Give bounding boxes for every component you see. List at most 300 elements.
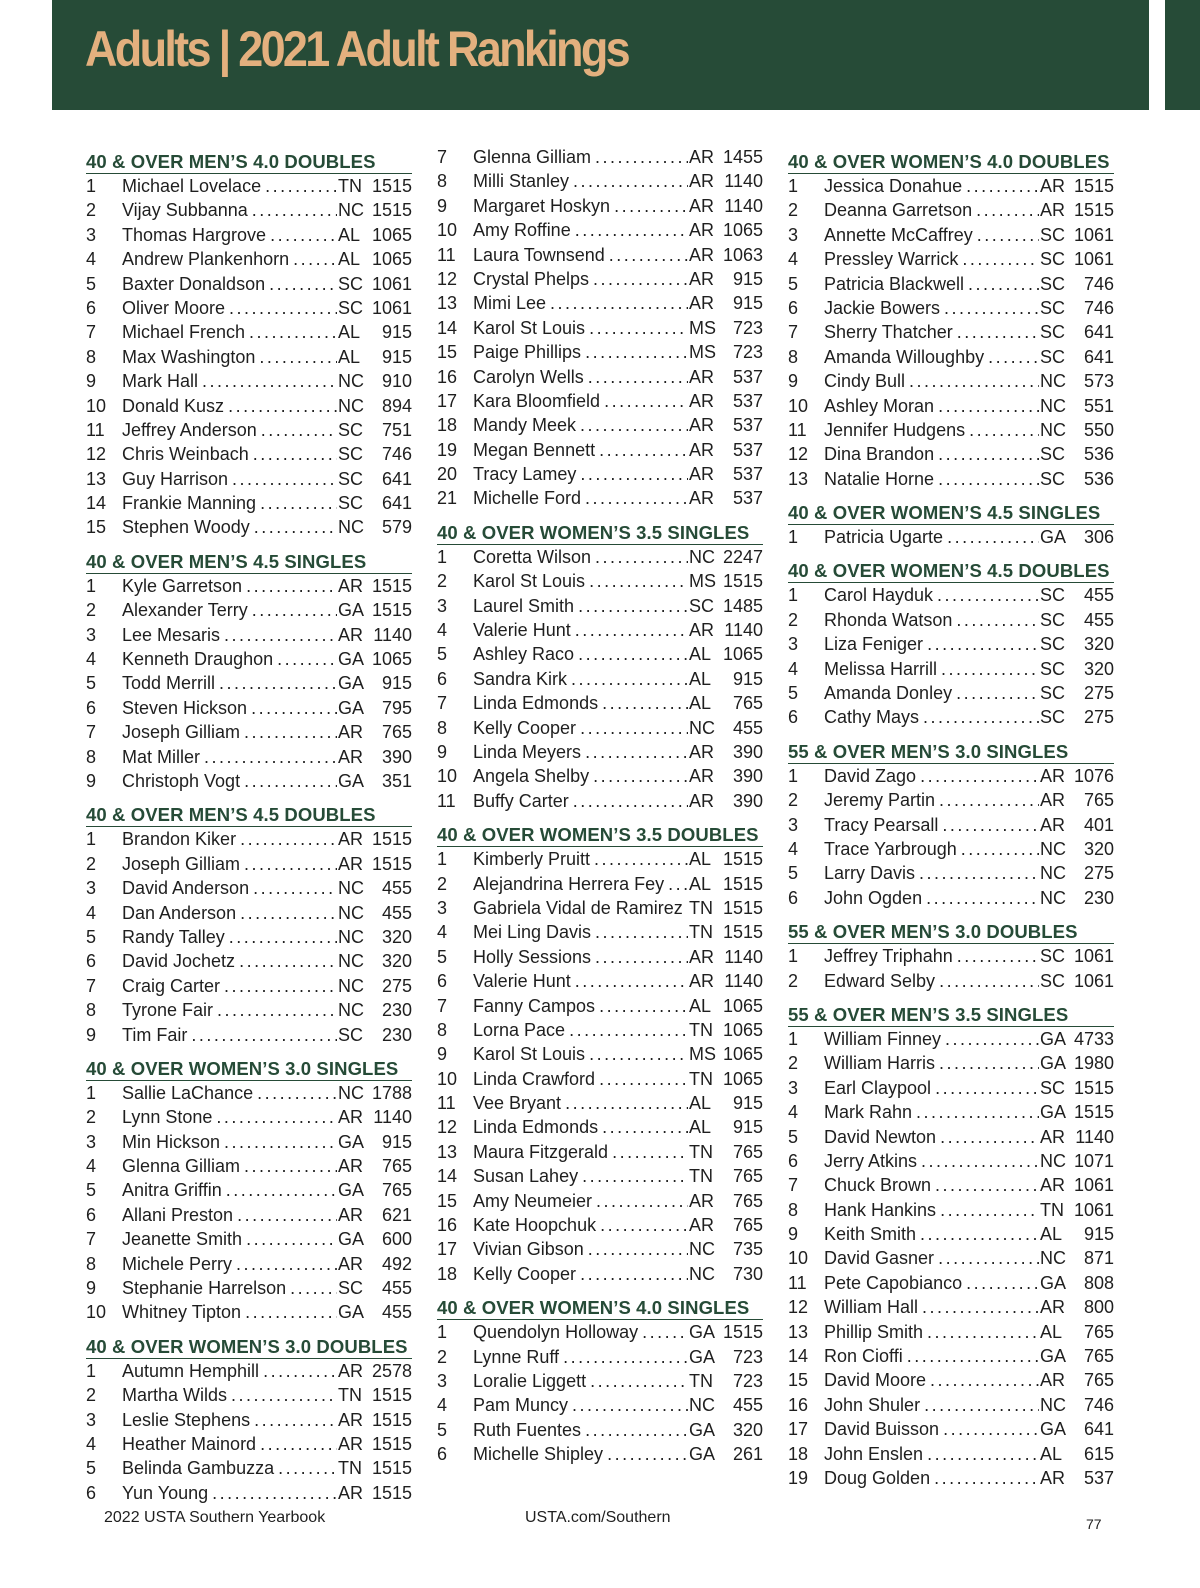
ranking-points: 1061 bbox=[1073, 970, 1114, 991]
ranking-row bbox=[437, 789, 763, 813]
rank-number: 8 bbox=[86, 746, 97, 767]
player-state: TN bbox=[338, 1458, 362, 1479]
player-name: David Gasner bbox=[824, 1248, 935, 1269]
ranking-points: 1455 bbox=[722, 147, 763, 167]
dot-leader bbox=[582, 1164, 688, 1188]
dot-leader bbox=[228, 394, 337, 418]
player-state: NC bbox=[1040, 1394, 1066, 1415]
player-name: Andrew Plankenhorn bbox=[122, 249, 290, 270]
ranking-points: 275 bbox=[1083, 863, 1114, 884]
ranking-row bbox=[86, 720, 412, 744]
player-state: GA bbox=[338, 649, 365, 670]
dot-leader bbox=[575, 618, 688, 642]
rank-number: 8 bbox=[86, 346, 97, 367]
ranking-points: 615 bbox=[1083, 1443, 1114, 1464]
player-name: Max Washington bbox=[122, 346, 256, 367]
dot-leader bbox=[239, 949, 337, 973]
player-state: AR bbox=[689, 268, 715, 289]
ranking-row bbox=[86, 198, 412, 222]
player-name: Dina Brandon bbox=[824, 444, 935, 465]
dot-leader bbox=[939, 788, 1039, 812]
player-state: GA bbox=[689, 1419, 716, 1440]
rank-number: 3 bbox=[437, 1370, 448, 1391]
dot-leader bbox=[934, 1466, 1039, 1490]
rank-number: 17 bbox=[437, 1239, 458, 1260]
rank-number: 10 bbox=[86, 1302, 107, 1323]
dot-leader bbox=[943, 1417, 1039, 1441]
ranking-points: 1515 bbox=[1073, 1077, 1114, 1098]
player-state: AR bbox=[689, 171, 715, 192]
player-name: Dan Anderson bbox=[122, 902, 237, 923]
dot-leader bbox=[265, 174, 337, 198]
ranking-row bbox=[437, 847, 763, 871]
player-state: GA bbox=[338, 1302, 365, 1323]
player-name: Guy Harrison bbox=[122, 468, 229, 489]
ranking-points: 1515 bbox=[371, 176, 412, 196]
player-name: David Newton bbox=[824, 1126, 937, 1147]
player-state: NC bbox=[338, 395, 364, 416]
player-state: AL bbox=[689, 1117, 712, 1138]
ranking-points: 1071 bbox=[1073, 1150, 1114, 1171]
rank-number: 5 bbox=[437, 946, 448, 967]
rank-number: 1 bbox=[86, 575, 97, 596]
ranking-points: 537 bbox=[732, 439, 763, 460]
column-1 bbox=[86, 145, 412, 1505]
dot-leader bbox=[216, 1105, 337, 1129]
player-name: Pete Capobianco bbox=[824, 1272, 963, 1293]
ranking-row bbox=[86, 901, 412, 925]
player-state: SC bbox=[338, 273, 364, 294]
ranking-points: 915 bbox=[732, 1093, 763, 1114]
player-name: Ron Cioffi bbox=[824, 1346, 903, 1367]
player-name: Linda Crawford bbox=[473, 1068, 596, 1089]
player-state: AL bbox=[338, 224, 361, 245]
dot-leader bbox=[229, 296, 337, 320]
player-state: TN bbox=[1040, 1199, 1064, 1220]
ranking-points: 536 bbox=[1083, 468, 1114, 489]
player-state: AR bbox=[689, 1215, 715, 1236]
ranking-row bbox=[437, 316, 763, 340]
player-state: GA bbox=[1040, 1028, 1067, 1049]
player-name: Natalie Horne bbox=[824, 468, 935, 489]
player-name: Valerie Hunt bbox=[473, 620, 571, 641]
ranking-row bbox=[437, 1442, 763, 1466]
ranking-points: 1515 bbox=[1073, 176, 1114, 196]
dot-leader bbox=[251, 696, 337, 720]
ranking-row bbox=[788, 525, 1114, 549]
player-state: AR bbox=[1040, 1297, 1066, 1318]
ranking-points: 1065 bbox=[371, 224, 412, 245]
player-name: Liza Feniger bbox=[824, 634, 924, 655]
rank-number: 2 bbox=[86, 1107, 97, 1128]
player-state: GA bbox=[1040, 1346, 1067, 1367]
dot-leader bbox=[257, 1081, 337, 1105]
rank-number: 11 bbox=[788, 419, 807, 440]
ranking-row bbox=[788, 394, 1114, 418]
dot-leader bbox=[599, 1067, 688, 1091]
player-state: AR bbox=[689, 1190, 715, 1211]
dot-leader bbox=[938, 467, 1039, 491]
player-state: AR bbox=[689, 195, 715, 216]
ranking-row bbox=[788, 1368, 1114, 1392]
rank-number: 8 bbox=[788, 1199, 799, 1220]
rank-number: 18 bbox=[788, 1443, 809, 1464]
rank-number: 3 bbox=[437, 595, 448, 616]
ranking-points: 723 bbox=[732, 1370, 763, 1391]
ranking-points: 455 bbox=[1083, 609, 1114, 630]
player-name: Susan Lahey bbox=[473, 1166, 579, 1187]
player-state: GA bbox=[1040, 1053, 1067, 1074]
player-name: Cindy Bull bbox=[824, 371, 906, 392]
ranking-row bbox=[788, 174, 1114, 198]
footer-website: USTA.com/Southern bbox=[525, 1509, 671, 1526]
dot-leader bbox=[942, 813, 1039, 837]
ranking-row bbox=[86, 574, 412, 598]
dot-leader bbox=[642, 1320, 688, 1344]
rank-number: 4 bbox=[86, 649, 97, 670]
ranking-points: 551 bbox=[1083, 395, 1114, 416]
dot-leader bbox=[259, 345, 337, 369]
player-name: Laurel Smith bbox=[473, 595, 575, 616]
ranking-row bbox=[437, 764, 763, 788]
ranking-points: 915 bbox=[381, 346, 412, 367]
ranking-row bbox=[437, 462, 763, 486]
rank-number: 10 bbox=[437, 766, 458, 787]
rank-number: 3 bbox=[788, 1077, 799, 1098]
rank-number: 5 bbox=[86, 273, 97, 294]
player-state: AR bbox=[338, 575, 364, 596]
ranking-points: 1515 bbox=[371, 200, 412, 221]
player-state: AR bbox=[338, 746, 364, 767]
rank-number: 15 bbox=[437, 1190, 458, 1211]
ranking-section bbox=[788, 560, 1114, 729]
player-state: GA bbox=[689, 1444, 716, 1465]
player-name: David Anderson bbox=[122, 878, 250, 899]
rank-number: 5 bbox=[86, 1458, 97, 1479]
rank-number: 1 bbox=[788, 765, 799, 786]
dot-leader bbox=[968, 272, 1039, 296]
player-name: Karol St Louis bbox=[473, 1044, 586, 1065]
player-name: Steven Hickson bbox=[122, 697, 248, 718]
dot-leader bbox=[244, 1154, 337, 1178]
rank-number: 2 bbox=[788, 970, 799, 991]
player-state: MS bbox=[689, 342, 716, 363]
player-state: NC bbox=[338, 926, 364, 947]
player-name: Keith Smith bbox=[824, 1224, 917, 1245]
player-name: Amanda Willoughby bbox=[824, 346, 985, 367]
player-state: AL bbox=[689, 644, 712, 665]
ranking-points: 390 bbox=[381, 746, 412, 767]
ranking-points: 320 bbox=[1083, 658, 1114, 679]
ranking-points: 730 bbox=[732, 1263, 763, 1284]
rank-number: 17 bbox=[437, 390, 458, 411]
dot-leader bbox=[938, 1246, 1039, 1270]
dot-leader bbox=[593, 764, 688, 788]
ranking-row bbox=[437, 1164, 763, 1188]
dot-leader bbox=[589, 1042, 688, 1066]
player-name: Margaret Hoskyn bbox=[473, 195, 611, 216]
player-name: Oliver Moore bbox=[122, 297, 226, 318]
ranking-points: 915 bbox=[732, 668, 763, 689]
ranking-row bbox=[437, 642, 763, 666]
rank-number: 2 bbox=[437, 571, 448, 592]
rank-number: 10 bbox=[788, 395, 809, 416]
player-state: SC bbox=[1040, 346, 1066, 367]
dot-leader bbox=[969, 418, 1039, 442]
ranking-row bbox=[788, 198, 1114, 222]
rank-number: 3 bbox=[86, 224, 97, 245]
player-state: SC bbox=[1040, 707, 1066, 728]
ranking-points: 230 bbox=[381, 1024, 412, 1045]
ranking-section bbox=[86, 1058, 412, 1325]
player-state: TN bbox=[689, 1068, 713, 1089]
rank-number: 4 bbox=[437, 922, 448, 943]
ranking-points: 455 bbox=[381, 902, 412, 923]
dot-leader bbox=[293, 247, 337, 271]
ranking-row bbox=[437, 872, 763, 896]
ranking-row bbox=[86, 876, 412, 900]
rank-number: 7 bbox=[437, 693, 448, 714]
ranking-row bbox=[86, 1178, 412, 1202]
column-3 bbox=[788, 145, 1114, 1490]
rank-number: 4 bbox=[86, 1433, 97, 1454]
dot-leader bbox=[249, 320, 337, 344]
ranking-points: 4733 bbox=[1073, 1028, 1114, 1049]
player-name: Doug Golden bbox=[824, 1467, 931, 1488]
rank-number: 4 bbox=[86, 902, 97, 923]
player-state: AR bbox=[338, 829, 364, 850]
ranking-row bbox=[788, 788, 1114, 812]
ranking-points: 1061 bbox=[371, 297, 412, 318]
player-state: TN bbox=[689, 1370, 713, 1391]
ranking-row bbox=[86, 1359, 412, 1383]
player-state: TN bbox=[689, 1141, 713, 1162]
player-name: Baxter Donaldson bbox=[122, 273, 266, 294]
dot-leader bbox=[263, 1359, 337, 1383]
player-name: Jackie Bowers bbox=[824, 297, 941, 318]
ranking-points: 641 bbox=[1083, 1419, 1114, 1440]
ranking-row bbox=[788, 1417, 1114, 1441]
rank-number: 6 bbox=[437, 971, 448, 992]
ranking-points: 808 bbox=[1083, 1272, 1114, 1293]
player-name: David Buisson bbox=[824, 1419, 940, 1440]
player-name: Kate Hoopchuk bbox=[473, 1215, 597, 1236]
player-name: Jeanette Smith bbox=[122, 1229, 243, 1250]
player-name: Lynne Ruff bbox=[473, 1346, 560, 1367]
player-state: GA bbox=[338, 697, 365, 718]
ranking-row bbox=[86, 1203, 412, 1227]
rank-number: 1 bbox=[86, 176, 97, 196]
dot-leader bbox=[252, 598, 337, 622]
player-state: GA bbox=[1040, 1272, 1067, 1293]
rank-number: 6 bbox=[86, 297, 97, 318]
player-state: TN bbox=[689, 1019, 713, 1040]
rank-number: 4 bbox=[437, 620, 448, 641]
ranking-section bbox=[788, 921, 1114, 993]
rank-number: 3 bbox=[788, 634, 799, 655]
ranking-points: 723 bbox=[732, 1346, 763, 1367]
ranking-points: 1515 bbox=[371, 575, 412, 596]
ranking-section bbox=[788, 741, 1114, 910]
player-name: Glenna Gilliam bbox=[122, 1156, 241, 1177]
player-name: Mimi Lee bbox=[473, 293, 547, 314]
player-state: GA bbox=[689, 1322, 716, 1343]
player-state: SC bbox=[1040, 1077, 1066, 1098]
ranking-row bbox=[437, 1091, 763, 1115]
ranking-row bbox=[437, 291, 763, 315]
dot-leader bbox=[232, 467, 337, 491]
player-name: Whitney Tipton bbox=[122, 1302, 242, 1323]
dot-leader bbox=[254, 515, 337, 539]
ranking-row bbox=[788, 1246, 1114, 1270]
ranking-row bbox=[788, 272, 1114, 296]
dot-leader bbox=[563, 1345, 688, 1369]
rank-number: 7 bbox=[788, 1175, 799, 1196]
player-name: Carolyn Wells bbox=[473, 366, 584, 387]
rank-number: 1 bbox=[437, 849, 448, 870]
rank-number: 9 bbox=[86, 1278, 97, 1299]
ranking-row bbox=[86, 1154, 412, 1178]
dot-leader bbox=[229, 925, 337, 949]
section-title: 40 & OVER WOMEN’S 3.0 DOUBLES bbox=[86, 1336, 412, 1359]
dot-leader bbox=[957, 320, 1039, 344]
dot-leader bbox=[947, 525, 1039, 549]
ranking-points: 915 bbox=[732, 1117, 763, 1138]
rank-number: 4 bbox=[86, 1156, 97, 1177]
rank-number: 5 bbox=[788, 863, 799, 884]
player-state: AL bbox=[689, 668, 712, 689]
player-name: Randy Talley bbox=[122, 926, 225, 947]
ranking-points: 871 bbox=[1083, 1248, 1114, 1269]
ranking-row bbox=[86, 1023, 412, 1047]
player-name: Karol St Louis bbox=[473, 571, 586, 592]
ranking-row bbox=[437, 667, 763, 691]
ranking-points: 1061 bbox=[371, 273, 412, 294]
ranking-row bbox=[437, 691, 763, 715]
rank-number: 11 bbox=[437, 1093, 456, 1114]
dot-leader bbox=[589, 316, 688, 340]
rank-number: 15 bbox=[437, 342, 458, 363]
ranking-row bbox=[86, 223, 412, 247]
rank-number: 21 bbox=[437, 488, 458, 509]
dot-leader bbox=[236, 1252, 337, 1276]
section-title: 40 & OVER MEN’S 4.5 SINGLES bbox=[86, 551, 412, 574]
rank-number: 9 bbox=[437, 1044, 448, 1065]
dot-leader bbox=[573, 169, 688, 193]
ranking-points: 751 bbox=[381, 419, 412, 440]
ranking-points: 1515 bbox=[371, 1385, 412, 1406]
player-state: AL bbox=[689, 849, 712, 870]
dot-leader bbox=[260, 491, 337, 515]
dot-leader bbox=[907, 1344, 1039, 1368]
dot-leader bbox=[578, 594, 688, 618]
player-name: John Ogden bbox=[824, 887, 923, 908]
player-state: AR bbox=[338, 1253, 364, 1274]
rank-number: 8 bbox=[788, 346, 799, 367]
dot-leader bbox=[976, 198, 1039, 222]
ranking-points: 537 bbox=[732, 366, 763, 387]
dot-leader bbox=[245, 1300, 337, 1324]
player-name: Anitra Griffin bbox=[122, 1180, 222, 1201]
player-name: Melissa Harrill bbox=[824, 658, 938, 679]
dot-leader bbox=[224, 623, 337, 647]
player-state: SC bbox=[338, 297, 364, 318]
dot-leader bbox=[596, 1189, 688, 1213]
player-name: Allani Preston bbox=[122, 1204, 234, 1225]
player-name: Mei Ling Davis bbox=[473, 922, 592, 943]
dot-leader bbox=[945, 1027, 1039, 1051]
ranking-points: 390 bbox=[732, 766, 763, 787]
player-name: Trace Yarbrough bbox=[824, 838, 957, 859]
player-state: NC bbox=[1040, 1248, 1066, 1269]
player-name: Todd Merrill bbox=[122, 673, 216, 694]
ranking-row bbox=[86, 1081, 412, 1105]
rank-number: 6 bbox=[86, 951, 97, 972]
ranking-row bbox=[437, 389, 763, 413]
rank-number: 1 bbox=[86, 829, 97, 850]
ranking-row bbox=[86, 671, 412, 695]
player-state: AL bbox=[1040, 1321, 1063, 1342]
rank-number: 12 bbox=[788, 444, 809, 465]
player-state: GA bbox=[338, 1180, 365, 1201]
ranking-points: 390 bbox=[732, 741, 763, 762]
player-state: NC bbox=[338, 902, 364, 923]
player-state: NC bbox=[689, 1263, 715, 1284]
ranking-points: 550 bbox=[1083, 419, 1114, 440]
dot-leader bbox=[944, 296, 1039, 320]
ranking-row bbox=[788, 705, 1114, 729]
ranking-row bbox=[437, 716, 763, 740]
ranking-points: 573 bbox=[1083, 371, 1114, 392]
player-state: NC bbox=[338, 878, 364, 899]
ranking-points: 746 bbox=[1083, 273, 1114, 294]
ranking-row bbox=[86, 1252, 412, 1276]
rank-number: 4 bbox=[788, 249, 799, 270]
player-state: AR bbox=[689, 741, 715, 762]
ranking-points: 1065 bbox=[722, 1019, 763, 1040]
ranking-row bbox=[86, 515, 412, 539]
player-name: Patricia Ugarte bbox=[824, 527, 944, 548]
ranking-row bbox=[788, 223, 1114, 247]
player-state: AR bbox=[338, 1360, 364, 1381]
player-name: Gabriela Vidal de Ramirez bbox=[473, 897, 683, 918]
ranking-points: 765 bbox=[381, 1156, 412, 1177]
ranking-points: 621 bbox=[381, 1204, 412, 1225]
ranking-row bbox=[437, 569, 763, 593]
player-state: NC bbox=[338, 200, 364, 221]
ranking-points: 765 bbox=[732, 693, 763, 714]
ranking-points: 579 bbox=[381, 517, 412, 538]
player-name: Megan Bennett bbox=[473, 439, 596, 460]
dot-leader bbox=[927, 1442, 1039, 1466]
ranking-row bbox=[788, 583, 1114, 607]
rank-number: 13 bbox=[437, 1141, 458, 1162]
player-state: NC bbox=[338, 1082, 364, 1103]
ranking-points: 1515 bbox=[371, 1433, 412, 1454]
ranking-row bbox=[437, 1018, 763, 1042]
player-name: Pam Muncy bbox=[473, 1395, 569, 1416]
dot-leader bbox=[578, 642, 688, 666]
rank-number: 8 bbox=[437, 1019, 448, 1040]
player-state: SC bbox=[1040, 946, 1066, 967]
dot-leader bbox=[240, 827, 337, 851]
ranking-row bbox=[86, 623, 412, 647]
ranking-row bbox=[437, 1369, 763, 1393]
dot-leader bbox=[594, 847, 688, 871]
rank-number: 12 bbox=[437, 268, 458, 289]
ranking-points: 261 bbox=[732, 1444, 763, 1465]
player-state: AR bbox=[689, 220, 715, 241]
